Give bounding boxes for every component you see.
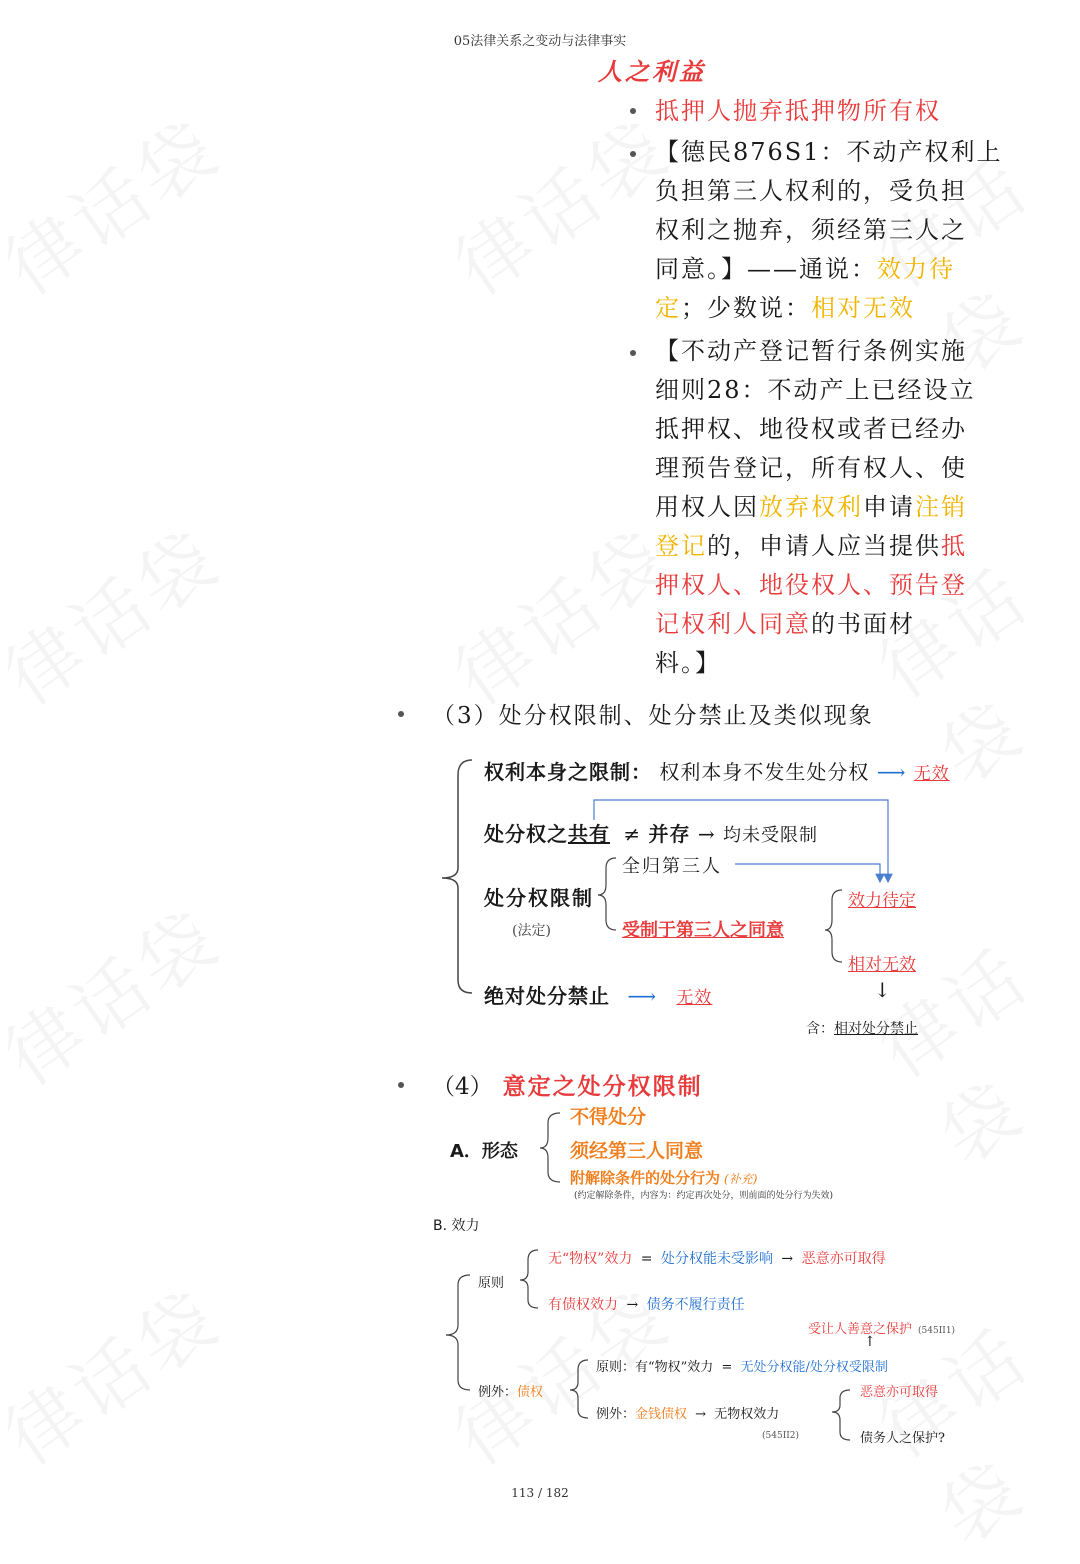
down-arrow-icon: ↓ bbox=[874, 978, 891, 1002]
watermark bbox=[0, 1261, 239, 1485]
page-number: 113 / 182 bbox=[511, 1486, 569, 1500]
bullet-dot bbox=[398, 711, 404, 717]
text-line: 理预告登记，所有权人、使 bbox=[655, 454, 967, 482]
text-line: 定；少数说：相对无效 bbox=[655, 294, 915, 322]
page-header: 05法律关系之变动与法律事实 bbox=[453, 34, 627, 49]
section-title: （4） 意定之处分权限制 bbox=[432, 1074, 703, 1100]
diagram-row bbox=[484, 980, 712, 1009]
text-line: 料。】 bbox=[655, 649, 721, 677]
text-line: 记权利人同意的书面材 bbox=[655, 610, 915, 638]
diagram-row bbox=[484, 756, 950, 785]
ref-note: (545II2) bbox=[762, 1431, 800, 1441]
text-line: 登记的，申请人应当提供抵 bbox=[655, 532, 967, 560]
section-heading: 人之利益 bbox=[598, 57, 706, 86]
text-line: 抵押权、地役权或者已经办 bbox=[655, 415, 967, 443]
watermark bbox=[431, 501, 688, 725]
effect-row: 例外：金钱债权 → 无物权效力 bbox=[596, 1407, 780, 1422]
branch-result: 效力待定 bbox=[848, 891, 916, 911]
row-result: 均未受限制 bbox=[722, 825, 818, 846]
row-result: 无效 bbox=[676, 988, 713, 1008]
row-result: 无效 bbox=[913, 764, 950, 784]
row-label: 处分权限制 bbox=[484, 886, 594, 910]
row-text: 权利本身不发生处分权 bbox=[659, 760, 870, 784]
arrow-icon: ⟶ bbox=[876, 760, 907, 784]
text-line: 细则28：不动产上已经设立 bbox=[655, 376, 976, 404]
effect-row: 原则：有“物权”效力 = 无处分权能/处分权受限制 bbox=[596, 1360, 888, 1375]
branch-text: 受制于第三人之同意 bbox=[622, 920, 784, 941]
arrow-icon: → bbox=[697, 822, 716, 846]
form-note: (约定解除条件，内容为：约定再次处分，则前面的处分行为失效) bbox=[574, 1191, 834, 1201]
bullet-paragraph bbox=[655, 133, 1003, 328]
exception-label: 例外：债权 bbox=[478, 1385, 544, 1400]
watermark bbox=[431, 91, 688, 315]
a-label: A．形态 bbox=[450, 1141, 518, 1162]
text-line: 同意。】——通说：效力待 bbox=[655, 255, 955, 283]
row-sublabel: (法定) bbox=[512, 923, 551, 939]
effect-result: 恶意亦可取得 bbox=[860, 1385, 939, 1400]
neq-symbol: ≠ bbox=[623, 822, 642, 846]
branch-result: 相对无效 bbox=[848, 955, 916, 975]
bullet-dot bbox=[630, 108, 636, 114]
text-line: 用权人因放弃权利申请注销 bbox=[655, 493, 967, 521]
watermark bbox=[0, 501, 239, 725]
section-title: （3）处分权限制、处分禁止及类似现象 bbox=[432, 703, 874, 729]
bullet-dot bbox=[630, 151, 636, 157]
text-line: 押权人、地役权人、预告登 bbox=[655, 571, 967, 599]
row-label: 处分权之 bbox=[484, 822, 568, 846]
branch-text: 全归第三人 bbox=[622, 856, 722, 877]
diagram-note: 含：相对处分禁止 bbox=[806, 1021, 918, 1037]
principle-label: 原则 bbox=[478, 1276, 505, 1291]
effect-row: 无“物权”效力 = 处分权能未受影响 → 恶意亦可取得 bbox=[548, 1251, 886, 1267]
up-arrow-icon: ↑ bbox=[864, 1334, 876, 1350]
row-text: 并存 bbox=[648, 822, 691, 846]
diagram-row bbox=[484, 818, 818, 847]
text-line: 权利之抛弃，须经第三人之 bbox=[655, 216, 967, 244]
text-line: 【不动产登记暂行条例实施 bbox=[655, 337, 967, 365]
row-label: 权利本身之限制： bbox=[484, 760, 652, 784]
text-line: 负担第三人权利的，受负担 bbox=[655, 177, 967, 205]
bullet-dot bbox=[398, 1082, 404, 1088]
top-note: 受让人善意之保护 (545II1) bbox=[808, 1322, 956, 1337]
arrow-icon: ⟶ bbox=[627, 984, 658, 1008]
form-item: 须经第三人同意 bbox=[570, 1140, 704, 1162]
row-label-underlined: 共有 bbox=[568, 822, 610, 846]
effect-result: 债务人之保护? bbox=[860, 1431, 945, 1446]
effect-row: 有债权效力 → 债务不履行责任 bbox=[548, 1297, 745, 1313]
b-label: B. 效力 bbox=[433, 1218, 480, 1234]
form-item: 附解除条件的处分行为 (补充) bbox=[570, 1169, 758, 1187]
watermark bbox=[0, 881, 239, 1105]
row-label: 绝对处分禁止 bbox=[484, 984, 610, 1008]
bullet-paragraph bbox=[655, 332, 976, 683]
bullet-text: 抵押人抛弃抵押物所有权 bbox=[655, 97, 941, 125]
text-line: 【德民876S1：不动产权利上 bbox=[655, 138, 1003, 166]
form-item: 不得处分 bbox=[570, 1106, 647, 1128]
bullet-dot bbox=[630, 350, 636, 356]
watermark bbox=[0, 91, 239, 315]
